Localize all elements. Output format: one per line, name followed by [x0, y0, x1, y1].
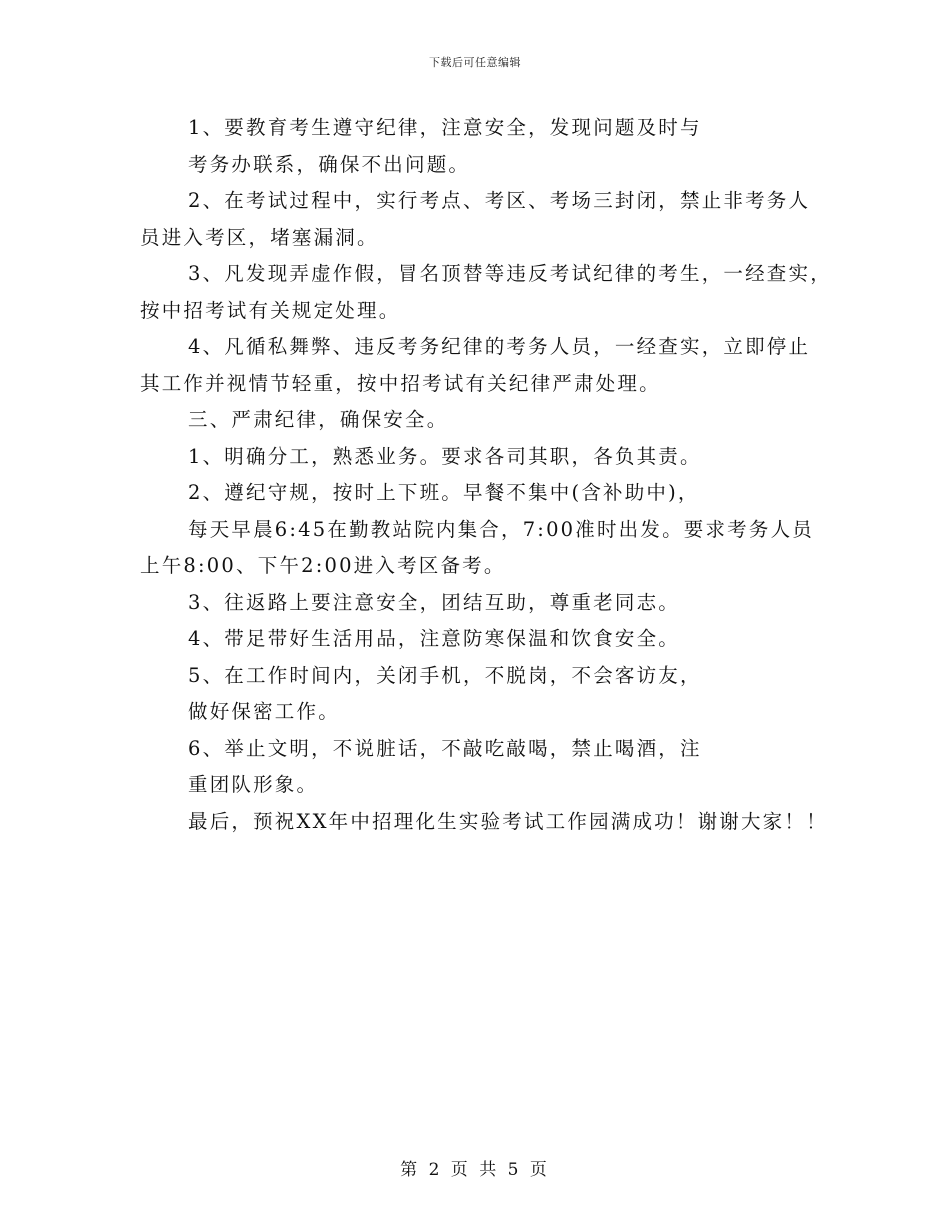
- section-heading: 三、严肃纪律，确保安全。: [188, 408, 449, 431]
- body-line: 5、在工作时间内，关闭手机，不脱岗，不会客访友，: [188, 663, 702, 687]
- body-line: 做好保密工作。: [188, 700, 340, 723]
- body-line: 其工作并视情节轻重，按中招考试有关纪律严肃处理。: [140, 371, 661, 395]
- body-line: 按中招考试有关规定处理。: [140, 298, 401, 322]
- document-body: [140, 110, 830, 840]
- body-line: 1、明确分工，熟悉业务。要求各司其职，各负其责。: [188, 444, 702, 468]
- body-line: 2、在考试过程中，实行考点、考区、考场三封闭，禁止非考务人: [188, 189, 811, 212]
- page-header-note: 下载后可任意编辑: [429, 56, 521, 69]
- body-line: 3、凡发现弄虚作假，冒名顶替等违反考试纪律的考生，一经查实，: [188, 262, 832, 285]
- body-line: 3、往返路上要注意安全，团结互助，尊重老同志。: [188, 590, 681, 614]
- body-line: 4、带足带好生活用品，注意防寒保温和饮食安全。: [188, 627, 681, 650]
- body-line: 员进入考区，堵塞漏洞。: [140, 225, 379, 249]
- body-line: 4、凡循私舞弊、违反考务纪律的考务人员，一经查实，立即停止: [188, 335, 811, 358]
- body-line: 考务办联系，确保不出问题。: [188, 152, 471, 176]
- body-line: 上午8:00、下午2:00进入考区备考。: [140, 554, 506, 577]
- body-line: 6、举止文明，不说脏话，不敲吃敲喝，禁止喝酒，注: [188, 736, 702, 760]
- body-line: 2、遵纪守规，按时上下班。早餐不集中(含补助中)，: [188, 481, 700, 504]
- page-number-footer: 第 2 页 共 5 页: [400, 1160, 550, 1180]
- body-line: 重团队形象。: [188, 773, 319, 796]
- body-line: 每天早晨6:45在勤教站院内集合，7:00准时出发。要求考务人员: [188, 517, 814, 541]
- closing-line: 最后，预祝XX年中招理化生实验考试工作园满成功！谢谢大家！！: [188, 809, 828, 833]
- body-line: 1、要教育考生遵守纪律，注意安全，发现问题及时与: [188, 116, 702, 139]
